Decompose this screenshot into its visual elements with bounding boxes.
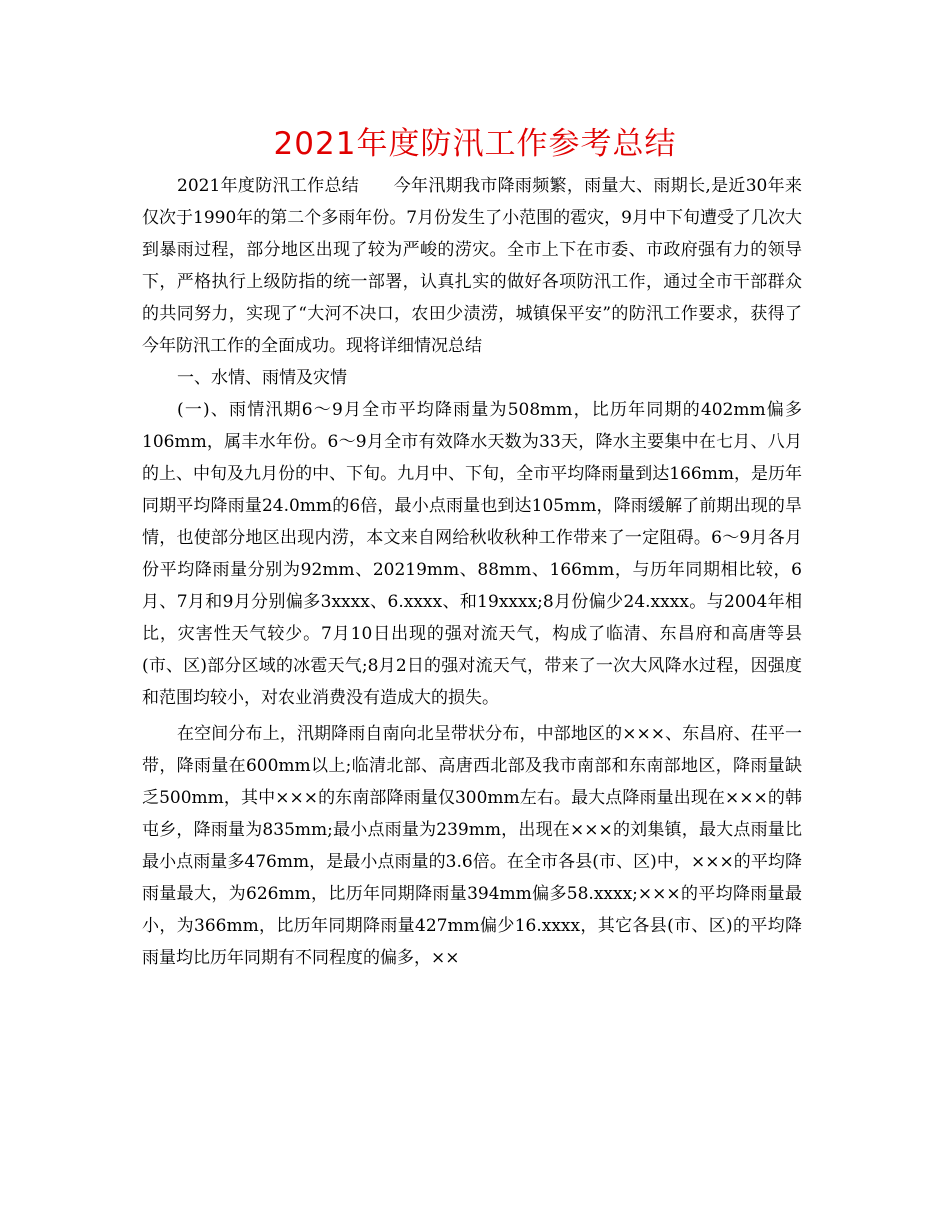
paragraph-rainfall: (一)、雨情汛期6～9月全市平均降雨量为508mm，比历年同期的402mm偏多106mm，属丰水年份。6～9月全市有效降水天数为33天，降水主要集中在七月、八月的上、中旬及九月份的中、下旬。九月中、下旬，全市平均降雨量到达166mm，是历年同期平均降雨量24.0mm的6倍，最小点雨量也到达105mm，降雨缓解了前期出现的旱情，也使部分地区出现内涝，本文来自网给秋收秋种工作带来了一定阻碍。6～9月各月份平均降雨量分别为92mm、20219mm、88mm、166mm，与历年同期相比较，6月、7月和9月分别偏多3xxxx、6.xxxx、和19xxxx;8月份偏少24.xxxx。与2004年相比，灾害性天气较少。7月10日出现的强对流天气，构成了临清、东昌府和高唐等县(市、区)部分区域的冰雹天气;8月2日的强对流天气，带来了一次大风降水过程，因强度和范围均较小，对农业消费没有造成大的损失。 xyxy=(142,400,802,708)
document-body xyxy=(142,170,802,974)
section-heading-water-rain-disaster: 一、水情、雨情及灾情 xyxy=(177,368,347,388)
paragraph-intro: 2021年度防汛工作总结 今年汛期我市降雨频繁，雨量大、雨期长,是近30年来仅次于1990年的第二个多雨年份。7月份发生了小范围的雹灾，9月中下旬遭受了几次大到暴雨过程，部分地区出现了较为严峻的涝灾。全市上下在市委、市政府强有力的领导下，严格执行上级防指的统一部署，认真扎实的做好各项防汛工作，通过全市干部群众的共同努力，实现了“大河不决口，农田少渍涝，城镇保平安”的防汛工作要求，获得了今年防汛工作的全面成功。现将详细情况总结 xyxy=(142,176,802,356)
paragraph-spatial-distribution: 在空间分布上，汛期降雨自南向北呈带状分布，中部地区的×××、东昌府、茌平一带，降雨量在600mm以上;临清北部、高唐西北部及我市南部和东南部地区，降雨量缺乏500mm，其中×××的东南部降雨量仅300mm左右。最大点降雨量出现在×××的韩屯乡，降雨量为835mm;最小点雨量为239mm，出现在×××的刘集镇，最大点雨量比最小点雨量多476mm，是最小点雨量的3.6倍。在全市各县(市、区)中，×××的平均降雨量最大，为626mm，比历年同期降雨量394mm偏多58.xxxx;×××的平均降雨量最小，为366mm，比历年同期降雨量427mm偏少16.xxxx，其它各县(市、区)的平均降雨量均比历年同期有不同程度的偏多，×× xyxy=(142,724,802,968)
document-title: 2021年度防汛工作参考总结 xyxy=(273,126,677,162)
